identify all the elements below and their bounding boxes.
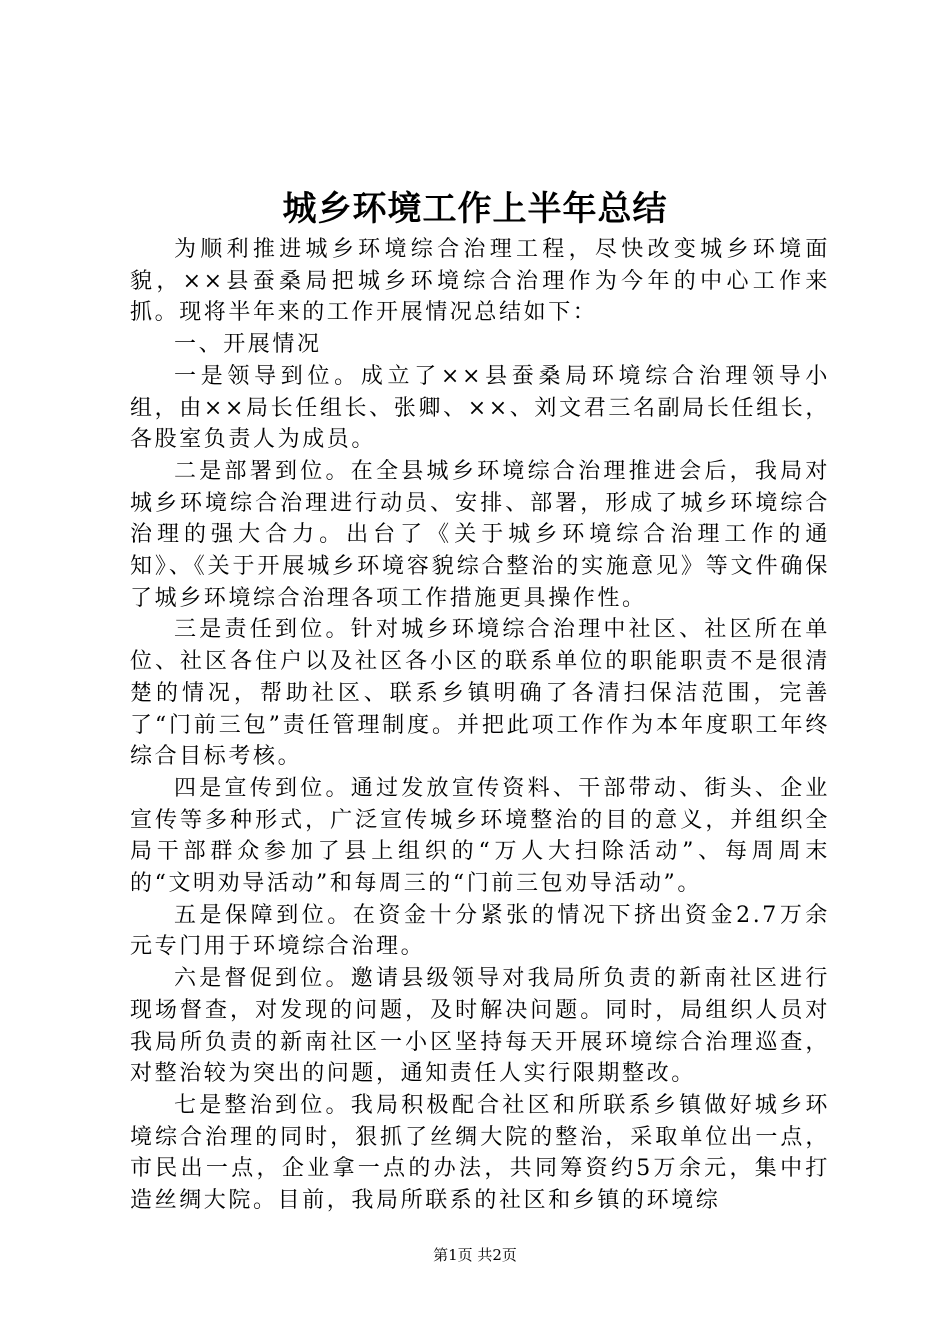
paragraph-leadership: 一是领导到位。成立了××县蚕桑局环境综合治理领导小组，由××局长任组长、张卿、××、刘文君三名副局长任组长，各股室负责人为成员。: [130, 363, 830, 453]
document-title: 城乡环境工作上半年总结: [282, 189, 668, 229]
page-number: 第1页 共2页: [433, 1246, 517, 1264]
paragraph-rectification: 七是整治到位。我局积极配合社区和所联系乡镇做好城乡环境综合治理的同时，狠抓了丝绸大院的整治，采取单位出一点，市民出一点，企业拿一点的办法，共同筹资约5万余元，集中打造丝绸大院。目前，我局所联系的社区和乡镇的环境综: [130, 1092, 830, 1214]
document-body: [130, 234, 830, 1217]
paragraph-funding: 五是保障到位。在资金十分紧张的情况下挤出资金2.7万余元专门用于环境综合治理。: [130, 902, 830, 960]
paragraph-intro: 为顺利推进城乡环境综合治理工程，尽快改变城乡环境面貌，××县蚕桑局把城乡环境综合治理作为今年的中心工作来抓。现将半年来的工作开展情况总结如下：: [130, 237, 830, 326]
paragraph-responsibility: 三是责任到位。针对城乡环境综合治理中社区、社区所在单位、社区各住户以及社区各小区的联系单位的职能职责不是很清楚的情况，帮助社区、联系乡镇明确了各清扫保洁范围，完善了“门前三包”责任管理制度。并把此项工作作为本年度职工年终综合目标考核。: [130, 617, 830, 770]
section-heading: 一、开展情况: [174, 332, 322, 358]
paragraph-deployment: 二是部署到位。在全县城乡环境综合治理推进会后，我局对城乡环境综合治理进行动员、安排、部署，形成了城乡环境综合治理的强大合力。出台了《关于城乡环境综合治理工作的通知》、《关于开展城乡环境容貌综合整治的实施意见》等文件确保了城乡环境综合治理各项工作措施更具操作性。: [130, 458, 830, 611]
paragraph-publicity: 四是宣传到位。通过发放宣传资料、干部带动、街头、企业宣传等多种形式，广泛宣传城乡环境整治的目的意义，并组织全局干部群众参加了县上组织的“万人大扫除活动”、每周周末的“文明劝导活动”和每周三的“门前三包劝导活动”。: [130, 775, 830, 897]
paragraph-supervision: 六是督促到位。邀请县级领导对我局所负责的新南社区进行现场督查，对发现的问题，及时解决问题。同时，局组织人员对我局所负责的新南社区一小区坚持每天开展环境综合治理巡查，对整治较为突出的问题，通知责任人实行限期整改。: [130, 966, 830, 1087]
